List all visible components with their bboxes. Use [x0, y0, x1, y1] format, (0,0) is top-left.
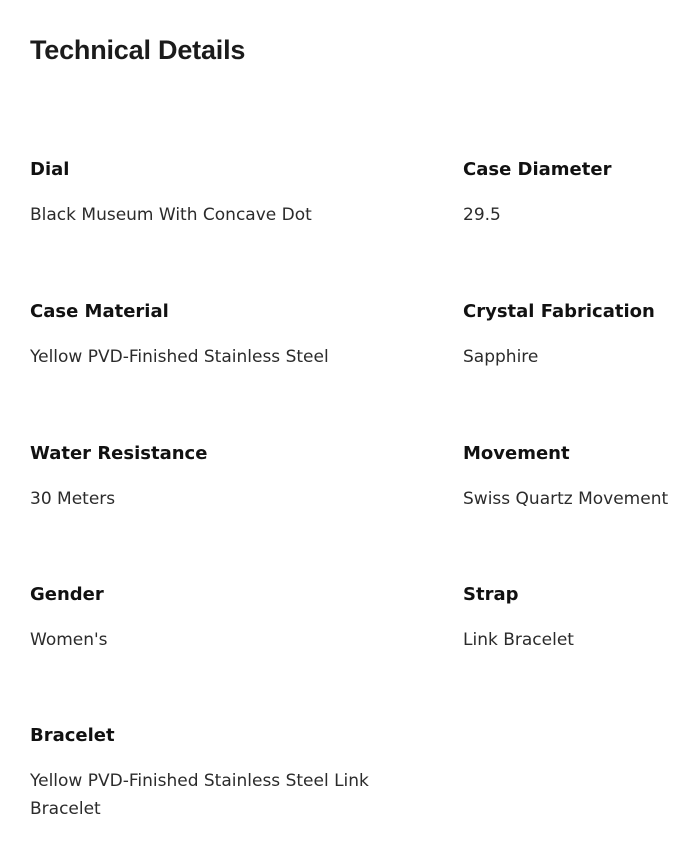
- spec-value-crystal-fabrication: Sapphire: [463, 347, 539, 367]
- spec-value-gender: Women's: [30, 630, 108, 650]
- spec-label-dial: Dial: [30, 159, 70, 180]
- spec-label-crystal-fabrication: Crystal Fabrication: [463, 301, 655, 322]
- spec-value-strap: Link Bracelet: [463, 630, 574, 650]
- spec-label-water-resistance: Water Resistance: [30, 443, 208, 464]
- spec-label-movement: Movement: [463, 443, 570, 464]
- spec-gender: [30, 583, 430, 654]
- spec-bracelet: [30, 724, 430, 823]
- spec-label-strap: Strap: [463, 584, 519, 605]
- spec-case-diameter: [463, 158, 700, 229]
- spec-label-case-diameter: Case Diameter: [463, 159, 612, 180]
- spec-dial: [30, 158, 430, 229]
- spec-label-bracelet: Bracelet: [30, 725, 115, 746]
- spec-movement: [463, 442, 700, 513]
- spec-label-gender: Gender: [30, 584, 104, 605]
- spec-value-movement: Swiss Quartz Movement: [463, 489, 669, 509]
- spec-value-dial: Black Museum With Concave Dot: [30, 205, 312, 225]
- spec-label-case-material: Case Material: [30, 301, 169, 322]
- spec-value-case-diameter: 29.5: [463, 205, 501, 225]
- spec-value-bracelet: Yellow PVD-Finished Stainless Steel Link Bracelet: [30, 771, 369, 819]
- spec-crystal-fabrication: [463, 300, 700, 371]
- spec-value-water-resistance: 30 Meters: [30, 489, 116, 509]
- spec-water-resistance: [30, 442, 430, 513]
- spec-case-material: [30, 300, 430, 371]
- spec-strap: [463, 583, 700, 654]
- page-title: Technical Details: [30, 35, 246, 65]
- spec-value-case-material: Yellow PVD-Finished Stainless Steel: [30, 347, 329, 367]
